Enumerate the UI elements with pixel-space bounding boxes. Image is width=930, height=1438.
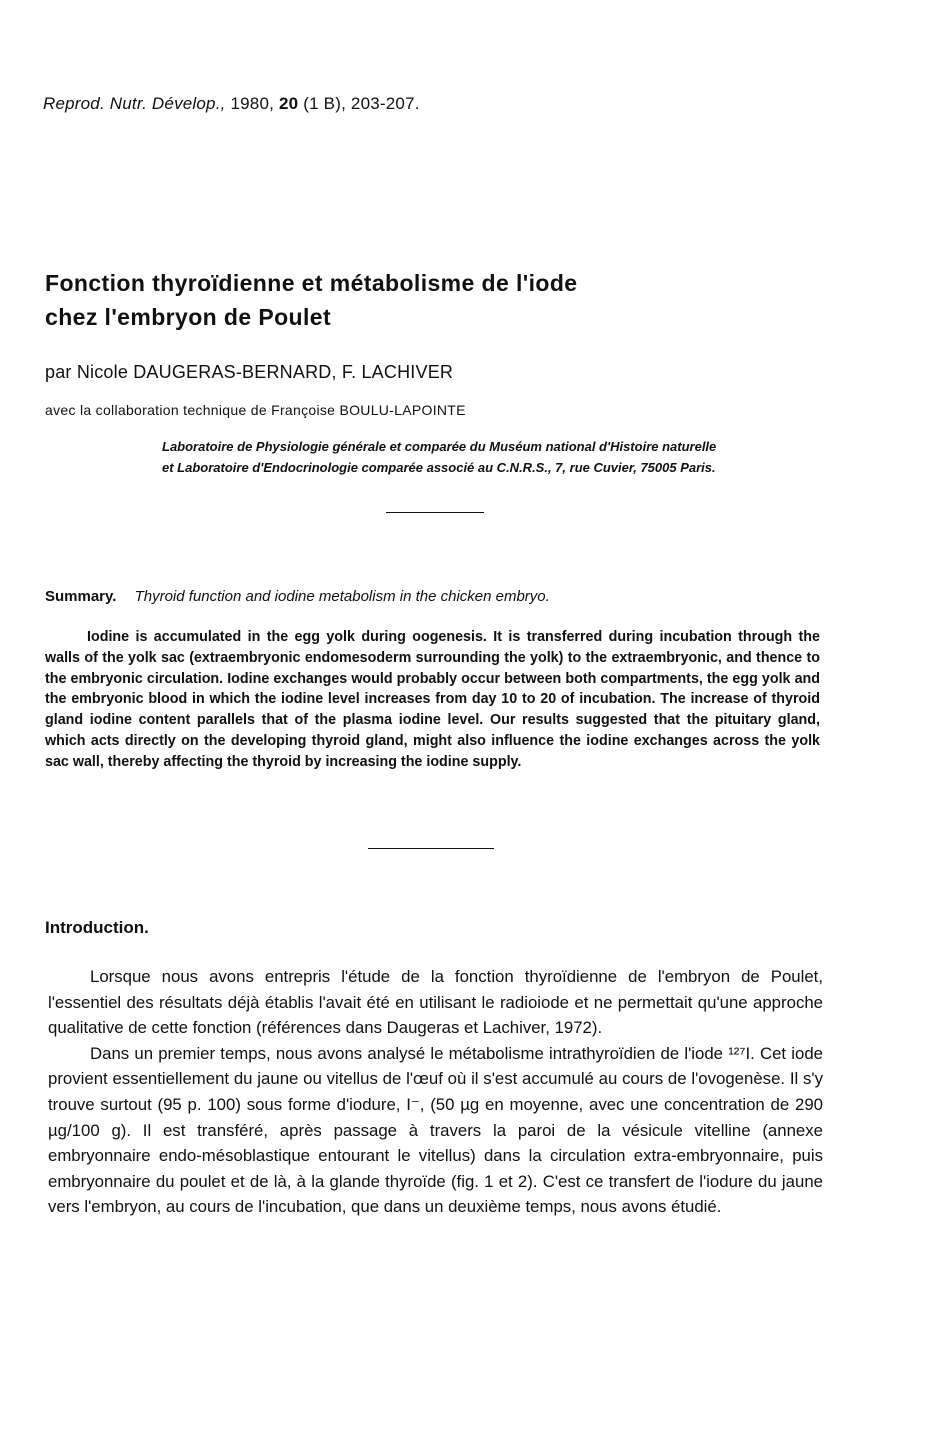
technical-collaboration: avec la collaboration technique de Françoise BOULU-LAPOINTE	[45, 402, 466, 418]
journal-volume: 20	[278, 94, 299, 113]
author-affiliation	[162, 436, 842, 478]
affiliation-line-1: Laboratoire de Physiologie générale et comparée du Muséum national d'Histoire naturelle	[162, 439, 717, 454]
summary-text: Iodine is accumulated in the egg yolk during oogenesis. It is transferred during incubation through the walls of the yolk sac (extraembryonic endomesoderm surrounding the yolk) to the extraembryonic, and thence to the embryonic circulation. Iodine exchanges would probably occur between both compartments, the egg yolk and the embryonic blood in which the iodine level increases from day 10 to 20 of incubation. The increase of thyroid gland iodine content parallels that of the plasma iodine level. Our results suggested that the pituitary gland, which acts directly on the developing thyroid gland, might also influence the iodine exchanges across the yolk sac wall, thereby affecting the thyroid by increasing the iodine supply.	[45, 629, 820, 770]
introduction-body	[48, 964, 823, 1220]
separator-rule-bottom	[368, 848, 494, 849]
summary-label: Summary.	[45, 588, 117, 605]
summary-english-title: Thyroid function and iodine metabolism in the chicken embryo.	[134, 588, 550, 605]
affiliation-line-2: et Laboratoire d'Endocrinologie comparée associé au C.N.R.S., 7, rue Cuvier, 75005 Paris.	[162, 460, 716, 475]
journal-issue-pages: (1 B), 203-207.	[303, 94, 420, 113]
journal-name: Reprod. Nutr. Dévelop.,	[43, 94, 226, 113]
article-title-line-2: chez l'embryon de Poulet	[45, 304, 332, 330]
introduction-paragraph-2: Dans un premier temps, nous avons analysé le métabolisme intrathyroïdien de l'iode ¹²⁷I. Cet iode provient essentiellement du jaune ou vitellus de l'œuf où il s'est accumulé au cours de l'ovogenèse. Il s'y trouve surtout (95 p. 100) sous forme d'iodure, I⁻, (50 µg en moyenne, avec une concentration de 290 µg/100 g). Il est transféré, après passage à travers la paroi de la vésicule vitelline (annexe embryonnaire endo-mésoblastique entourant le vitellus) dans la circulation extra-embryonnaire, puis embryonnaire du poulet et de là, à la glande thyroïde (fig. 1 et 2). C'est ce transfert de l'iodure du jaune vers l'embryon, au cours de l'incubation, que dans un deuxième temps, nous avons étudié.	[48, 1043, 823, 1217]
article-title	[45, 266, 745, 334]
introduction-paragraph-1: Lorsque nous avons entrepris l'étude de la fonction thyroïdienne de l'embryon de Poulet, l'essentiel des résultats déjà établis l'avait été en utilisant le radioiode et ne permettait qu'une approche qualitative de cette fonction (références dans Daugeras et Lachiver, 1972).	[48, 967, 823, 1038]
introduction-heading: Introduction.	[45, 918, 149, 937]
summary-heading	[45, 588, 550, 605]
separator-rule-top	[386, 512, 484, 513]
journal-citation	[43, 94, 420, 114]
article-title-line-1: Fonction thyroïdienne et métabolisme de l'iode	[45, 270, 578, 296]
journal-year: 1980,	[230, 94, 275, 113]
article-authors: par Nicole DAUGERAS-BERNARD, F. LACHIVER	[45, 362, 454, 382]
